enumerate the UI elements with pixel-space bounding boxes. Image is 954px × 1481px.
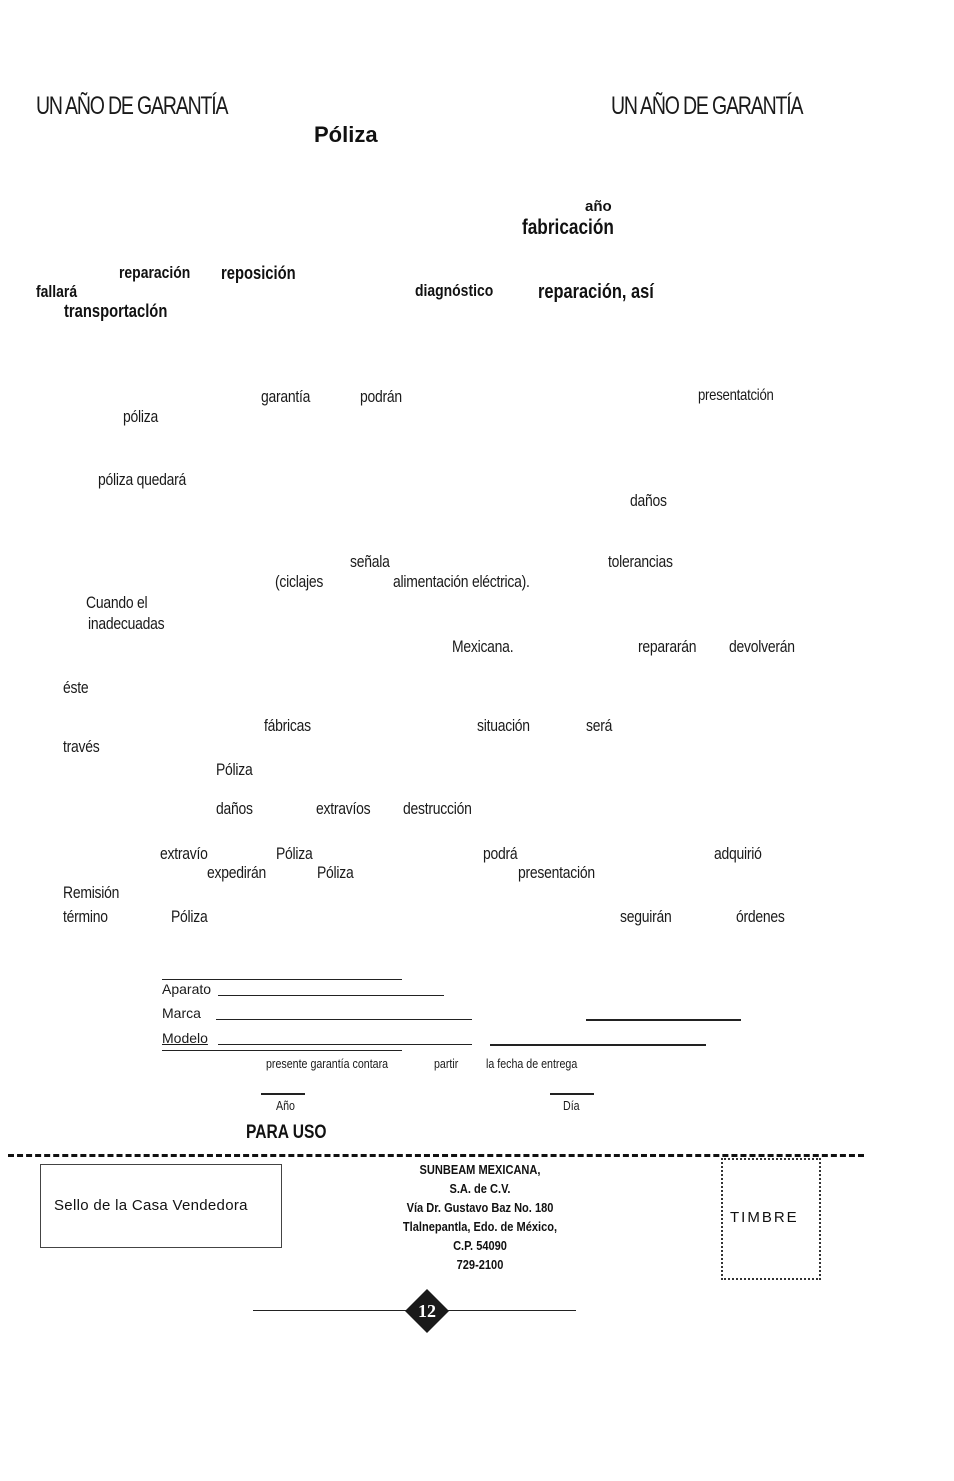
word-poliza-4: Póliza: [317, 863, 354, 882]
form-top-line: [162, 979, 402, 980]
word-alimentacion: alimentación eléctrica).: [393, 572, 530, 591]
right-field-2[interactable]: [490, 1044, 706, 1046]
aparato-field[interactable]: [218, 995, 444, 996]
word-podran: podrán: [360, 387, 402, 406]
seal-box-label: Sello de la Casa Vendedora: [54, 1197, 248, 1214]
dia-label: Día: [563, 1098, 580, 1113]
word-fabricacion: fabricación: [522, 216, 614, 239]
word-poliza-3: Póliza: [276, 844, 313, 863]
dia-field[interactable]: [550, 1093, 594, 1095]
word-podra: podrá: [483, 844, 518, 863]
word-ciclajes: (ciclajes: [275, 572, 324, 591]
word-poliza-1: póliza: [123, 407, 158, 426]
word-termino: término: [63, 907, 108, 926]
warranty-title-left: UN AÑO DE GARANTÍA: [36, 92, 228, 120]
word-tolerancias: tolerancias: [608, 552, 673, 571]
word-repararan: repararán: [638, 637, 697, 656]
word-adquirio: adquirió: [714, 844, 762, 863]
company-city: Tlalnepantla, Edo. de México,: [402, 1219, 558, 1234]
partir-text: partir: [434, 1056, 459, 1071]
modelo-field[interactable]: [218, 1044, 472, 1045]
form-under-line: [162, 1050, 402, 1051]
page-number-badge: [404, 1288, 450, 1334]
word-poliza-2: Póliza: [216, 760, 253, 779]
company-name: SUNBEAM MEXICANA,: [419, 1162, 541, 1177]
word-situacion: situación: [477, 716, 530, 735]
word-anio: año: [585, 198, 612, 215]
company-street: Vía Dr. Gustavo Baz No. 180: [406, 1200, 554, 1215]
word-danos-2: daños: [216, 799, 253, 818]
word-mexicana: Mexicana.: [452, 637, 514, 656]
word-fallara: fallará: [36, 282, 78, 301]
word-remision: Remisión: [63, 883, 120, 902]
word-senala: señala: [350, 552, 390, 571]
company-zip: C.P. 54090: [453, 1238, 507, 1253]
word-ordenes: órdenes: [736, 907, 785, 926]
word-este: éste: [63, 678, 89, 697]
fecha-entrega-text: la fecha de entrega: [486, 1056, 578, 1071]
word-inadecuadas: inadecuadas: [88, 614, 165, 633]
word-extravios: extravíos: [316, 799, 371, 818]
seal-box: [40, 1164, 282, 1248]
word-cuando-el: Cuando el: [86, 593, 148, 612]
word-sera: será: [586, 716, 613, 735]
marca-field[interactable]: [216, 1019, 472, 1020]
anio-field[interactable]: [261, 1093, 305, 1095]
page-number: 12: [418, 1301, 436, 1321]
word-destruccion: destrucción: [403, 799, 472, 818]
word-reparacion-asi: reparación, así: [538, 281, 654, 303]
word-devolveran: devolverán: [729, 637, 795, 656]
company-phone: 729-2100: [456, 1257, 504, 1272]
word-poliza-quedara: póliza quedará: [98, 470, 187, 489]
word-expediran: expedirán: [207, 863, 267, 882]
word-extravio: extravío: [160, 844, 208, 863]
word-poliza-5: Póliza: [171, 907, 208, 926]
anio-label: Año: [276, 1098, 295, 1113]
word-reparacion: reparación: [119, 263, 191, 282]
policy-title: Póliza: [314, 122, 378, 147]
word-seguiran: seguirán: [620, 907, 672, 926]
modelo-label: Modelo: [162, 1030, 208, 1046]
word-presentacion: presentación: [518, 863, 595, 882]
word-transportacion: transportaclón: [64, 301, 168, 321]
company-type: S.A. de C.V.: [449, 1181, 511, 1196]
stamp-label: TIMBRE: [730, 1209, 799, 1226]
word-reposicion: reposición: [221, 263, 296, 283]
word-fabricas: fábricas: [264, 716, 311, 735]
word-presentatcion: presentatción: [698, 387, 774, 404]
word-danos-1: daños: [630, 491, 667, 510]
company-address: [395, 1160, 565, 1274]
warranty-title-right: UN AÑO DE GARANTÍA: [611, 92, 803, 120]
marca-label: Marca: [162, 1005, 201, 1021]
stamp-box: [721, 1158, 821, 1280]
word-traves: través: [63, 737, 100, 756]
para-uso-heading: PARA USO: [246, 1122, 327, 1143]
cut-line-divider: [8, 1154, 864, 1157]
word-garantia: garantía: [261, 387, 311, 406]
word-diagnostico: diagnóstico: [415, 281, 494, 300]
right-field-1[interactable]: [586, 1019, 741, 1021]
garantia-contara-text: presente garantía contara: [266, 1056, 389, 1071]
aparato-label: Aparato: [162, 981, 212, 997]
